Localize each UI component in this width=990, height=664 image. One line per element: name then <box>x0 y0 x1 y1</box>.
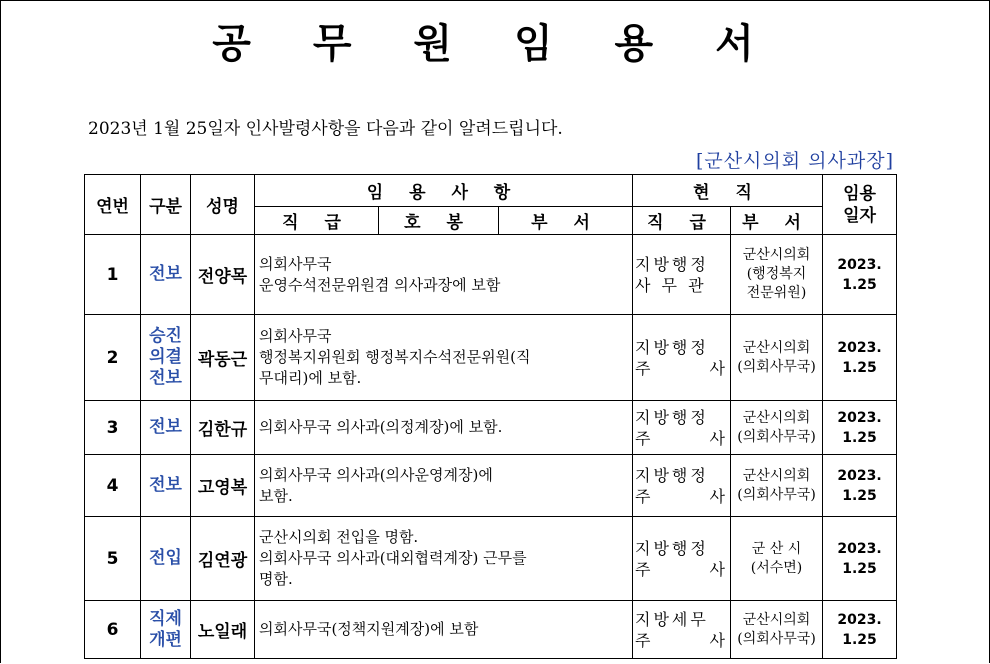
appointment-type-line: 전보 <box>149 475 182 495</box>
appointment-type-line: 전보 <box>149 368 182 388</box>
notice-text: 2023년 1월 25일자 인사발령사항을 다음과 같이 알려드립니다. <box>88 119 563 139</box>
current-rank-line <box>635 559 728 580</box>
appointment-date-line: 1.25 <box>842 487 877 504</box>
appointment-date-line: 1.25 <box>842 276 877 293</box>
appointment-date-line: 2023. <box>837 256 882 273</box>
current-department <box>731 401 823 455</box>
table-row <box>85 517 897 601</box>
appointment-date-line: 1.25 <box>842 429 877 446</box>
appointment-type-line: 전보 <box>149 417 182 437</box>
subheader-dept: 부 서 <box>499 207 633 235</box>
table-body <box>85 235 897 659</box>
appointment-type-line: 전입 <box>149 548 182 568</box>
employee-name: 고영복 <box>191 455 255 517</box>
appointment-type-line: 승진 <box>149 326 182 346</box>
current-department-line: 전문위원) <box>746 285 807 301</box>
description-line: 의회사무국 <box>259 327 332 345</box>
appointment-date-line: 2023. <box>837 540 882 557</box>
subheader-current-dept: 부 서 <box>731 207 823 235</box>
current-rank-part: 주 <box>635 358 654 378</box>
issuer-department: [군산시의회 의사과장] <box>695 150 894 172</box>
table-row <box>85 601 897 659</box>
current-rank-part: 사 <box>709 358 728 378</box>
description-line: 의회사무국 의사과(대외협력계장) 근무를 <box>259 549 527 567</box>
current-department-line: (의회사무국) <box>737 358 816 375</box>
description-line: 의회사무국 의사과(의사운영계장)에 <box>259 465 493 484</box>
appointment-date <box>823 601 897 659</box>
current-department-line: 군산시의회 <box>742 339 811 356</box>
current-rank <box>633 455 731 517</box>
appointment-date-line: 1.25 <box>842 560 877 577</box>
appointment-date <box>823 455 897 517</box>
employee-name: 전양목 <box>191 235 255 315</box>
current-department-line: (의회사무국) <box>737 630 816 647</box>
table-header-row <box>85 175 897 207</box>
current-rank-line: 지방행정 <box>635 337 709 357</box>
current-department <box>731 455 823 517</box>
row-number: 6 <box>85 601 141 659</box>
current-rank-part: 주 <box>635 630 654 650</box>
current-department <box>731 601 823 659</box>
appointment-type <box>141 401 191 455</box>
current-rank-part: 주 <box>635 428 654 448</box>
row-number: 4 <box>85 455 141 517</box>
table-row <box>85 235 897 315</box>
description-line: 의회사무국 <box>259 254 332 273</box>
appointment-type <box>141 315 191 401</box>
table-row <box>85 455 897 517</box>
current-department-line: (의회사무국) <box>737 428 816 445</box>
appointment-description <box>255 601 633 659</box>
header-date-line1: 임용 <box>843 183 876 204</box>
current-department <box>731 235 823 315</box>
appointment-type-line: 개편 <box>149 629 182 650</box>
appointment-date-line: 1.25 <box>842 359 877 376</box>
appointment-type-line: 직제 <box>149 608 182 629</box>
appointment-type <box>141 601 191 659</box>
employee-name: 곽동근 <box>191 315 255 401</box>
current-department-line: (행정복지 <box>746 266 807 282</box>
appointment-date-line: 2023. <box>837 611 882 628</box>
current-rank-line: 지방행정 <box>635 254 709 274</box>
current-rank <box>633 601 731 659</box>
current-department <box>731 517 823 601</box>
description-line: 명함. <box>259 570 293 588</box>
appointment-description <box>255 401 633 455</box>
appointment-date <box>823 235 897 315</box>
appointment-date <box>823 315 897 401</box>
appointment-type-line: 의결 <box>149 347 182 367</box>
appointment-description <box>255 517 633 601</box>
current-department-line: (의회사무국) <box>737 486 816 503</box>
current-rank-part: 사 <box>709 428 728 448</box>
current-department-line: 군산시의회 <box>742 247 811 263</box>
current-rank-line: 지방세무 <box>635 609 709 629</box>
appointment-type <box>141 517 191 601</box>
subheader-rank: 직 급 <box>255 207 379 235</box>
current-rank <box>633 401 731 455</box>
current-department-line: (서수면) <box>750 559 803 576</box>
row-number: 2 <box>85 315 141 401</box>
appointment-description <box>255 315 633 401</box>
appointment-description <box>255 235 633 315</box>
appointment-date-line: 2023. <box>837 339 882 356</box>
current-rank-part: 사 <box>709 559 728 579</box>
current-rank-part: 사 <box>709 486 728 506</box>
current-rank-part: 주 <box>635 486 654 506</box>
header-type: 구분 <box>141 175 191 235</box>
header-name: 성명 <box>191 175 255 235</box>
current-rank-line: 지방행정 <box>635 465 709 485</box>
header-date-line2: 일자 <box>843 205 876 226</box>
row-number: 3 <box>85 401 141 455</box>
appointment-description <box>255 455 633 517</box>
subheader-step: 호 봉 <box>379 207 499 235</box>
current-rank-line <box>635 358 728 379</box>
appointment-type <box>141 455 191 517</box>
current-department-line: 군산시의회 <box>742 611 811 628</box>
header-date <box>823 175 897 235</box>
header-no: 연번 <box>85 175 141 235</box>
current-department-line: 군산시의회 <box>742 467 811 484</box>
employee-name: 노일래 <box>191 601 255 659</box>
current-rank <box>633 517 731 601</box>
header-appointment: 임 용 사 항 <box>255 175 633 207</box>
employee-name: 김연광 <box>191 517 255 601</box>
appointment-type <box>141 235 191 315</box>
row-number: 5 <box>85 517 141 601</box>
employee-name: 김한규 <box>191 401 255 455</box>
current-rank-line <box>635 428 728 449</box>
description-line: 행정복지위원회 행정복지수석전문위원(직 <box>259 348 531 366</box>
description-line: 군산시의회 전입을 명함. <box>259 528 419 546</box>
appointment-date-line: 2023. <box>837 409 882 426</box>
subheader-current-rank: 직 급 <box>633 207 731 235</box>
description-line: 무대리)에 보함. <box>259 369 362 387</box>
table-row <box>85 401 897 455</box>
description-line: 의회사무국(정책지원계장)에 보함 <box>259 620 479 638</box>
current-rank <box>633 315 731 401</box>
row-number: 1 <box>85 235 141 315</box>
document-title: 공 무 원 임 용 서 <box>212 20 778 67</box>
header-current: 현 직 <box>633 175 823 207</box>
description-line: 의회사무국 의사과(의정계장)에 보함. <box>259 418 503 436</box>
current-rank-line: 지방행정 <box>635 407 709 427</box>
appointment-date-line: 2023. <box>837 467 882 484</box>
appointment-date <box>823 401 897 455</box>
appointment-type-line: 전보 <box>149 264 182 284</box>
appointment-table <box>84 174 897 659</box>
current-department <box>731 315 823 401</box>
current-rank-part: 사 <box>709 630 728 650</box>
current-rank-line <box>635 630 728 651</box>
current-rank-line: 지방행정 <box>635 538 709 558</box>
description-line: 운영수석전문위원겸 의사과장에 보함 <box>259 275 501 294</box>
current-rank-part: 주 <box>635 559 654 579</box>
current-department-line: 군산시의회 <box>742 409 811 426</box>
current-department-line: 군 산 시 <box>751 540 802 557</box>
table-row <box>85 315 897 401</box>
description-line: 보함. <box>259 486 293 505</box>
current-rank <box>633 235 731 315</box>
current-rank-line <box>635 486 728 507</box>
current-rank-line: 사 무 관 <box>635 275 707 295</box>
appointment-date <box>823 517 897 601</box>
appointment-date-line: 1.25 <box>842 631 877 648</box>
